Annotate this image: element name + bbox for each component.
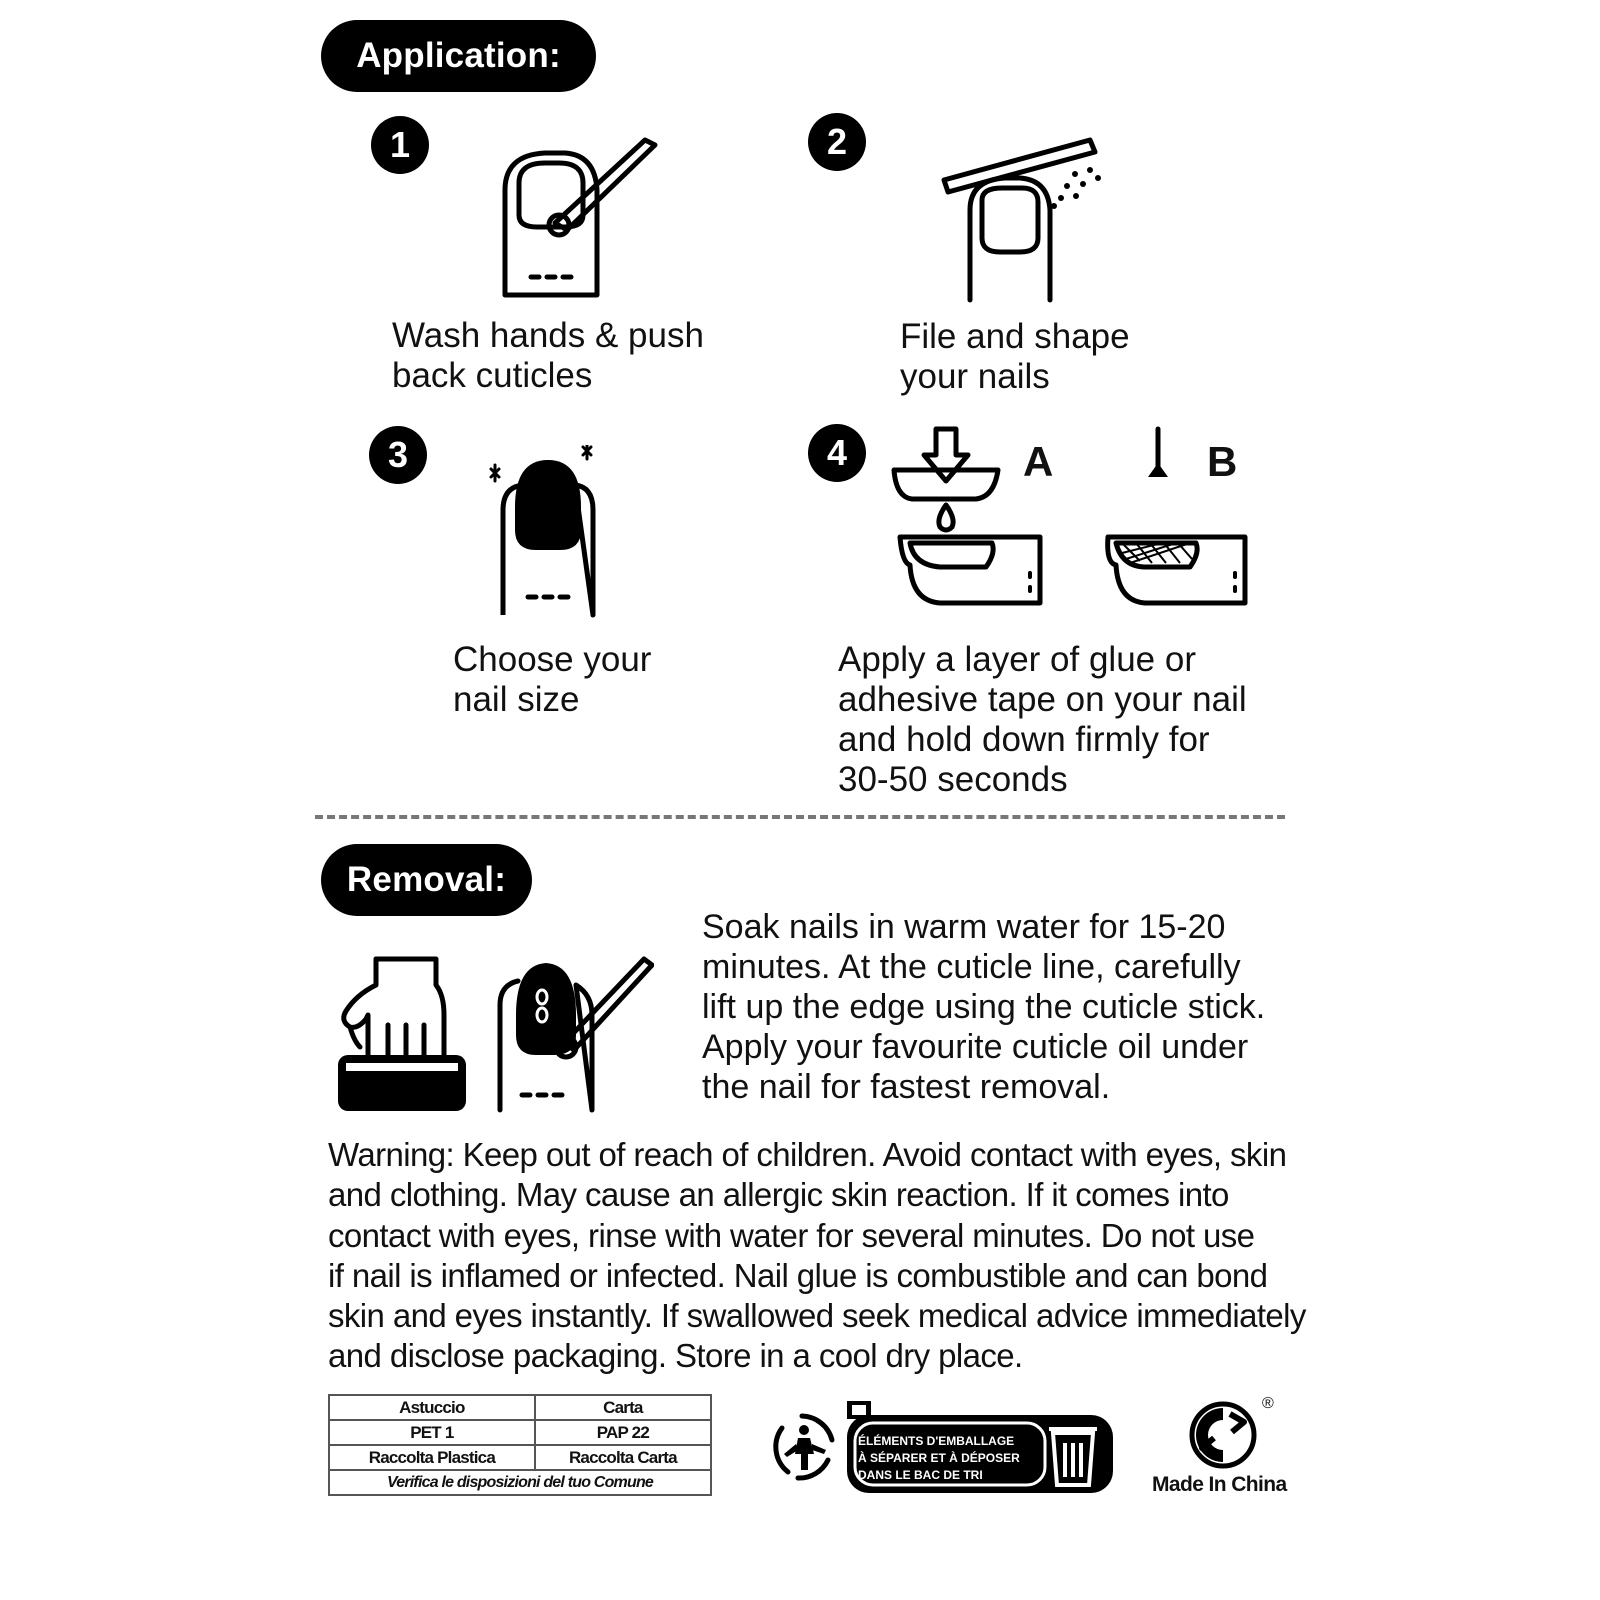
press-on-nail-icon <box>485 445 610 620</box>
table-cell: PET 1 <box>329 1420 535 1445</box>
step-2-text: File and shape your nails <box>900 317 1130 396</box>
nail-cuticle-stick-icon <box>495 135 670 300</box>
warning-text: Warning: Keep out of reach of children. Avoid contact with eyes, skin and clothing. May cause an allergic skin reaction. If it comes into contact with eyes, rinse with water for several minutes. Do not use if nail is inflamed or infected. Nail glue is combustible and can bond skin and eyes instantly. If swallowed seek medical advice immediately and disclose packaging. Store in a cool dry place. <box>328 1136 1306 1375</box>
step-1-number: 1 <box>371 116 429 174</box>
step-3-number: 3 <box>369 426 427 484</box>
section-divider <box>315 815 1285 819</box>
glue-or-tape-icon <box>890 425 1260 610</box>
triman-icon <box>768 1410 840 1482</box>
nail-lift-stick-icon <box>494 955 654 1115</box>
triman-text: ÉLÉMENTS D'EMBALLAGE À SÉPARER ET À DÉPOSER DANS LE BAC DE TRI <box>858 1434 1020 1482</box>
table-cell: PAP 22 <box>535 1420 711 1445</box>
table-header: Carta <box>535 1395 711 1420</box>
table-note: Verifica le disposizioni del tuo Comune <box>329 1470 711 1495</box>
step-3-text: Choose your nail size <box>453 640 652 719</box>
removal-heading: Removal: <box>321 844 532 916</box>
step-4-text: Apply a layer of glue or adhesive tape on your nail and hold down firmly for 30-50 seconds <box>838 640 1247 799</box>
application-heading: Application: <box>321 20 596 92</box>
table-header: Astuccio <box>329 1395 535 1420</box>
registered-mark: ® <box>1262 1395 1274 1412</box>
table-cell: Raccolta Plastica <box>329 1445 535 1470</box>
nail-file-icon <box>940 130 1115 305</box>
green-dot-recycle-icon <box>1188 1400 1258 1470</box>
recycling-table <box>328 1394 712 1496</box>
step-2-number: 2 <box>808 113 866 171</box>
hand-soak-icon <box>336 955 471 1115</box>
option-a-label: A <box>1023 438 1054 485</box>
option-b-label: B <box>1207 438 1238 485</box>
removal-text: Soak nails in warm water for 15-20 minutes. At the cuticle line, carefully lift up the edge using the cuticle stick. Apply your favourite cuticle oil under the nail for fastest removal. <box>702 908 1266 1106</box>
step-1-text: Wash hands & push back cuticles <box>392 316 704 395</box>
step-4-number: 4 <box>808 424 866 482</box>
table-cell: Raccolta Carta <box>535 1445 711 1470</box>
made-in-label: Made In China <box>1152 1473 1287 1496</box>
